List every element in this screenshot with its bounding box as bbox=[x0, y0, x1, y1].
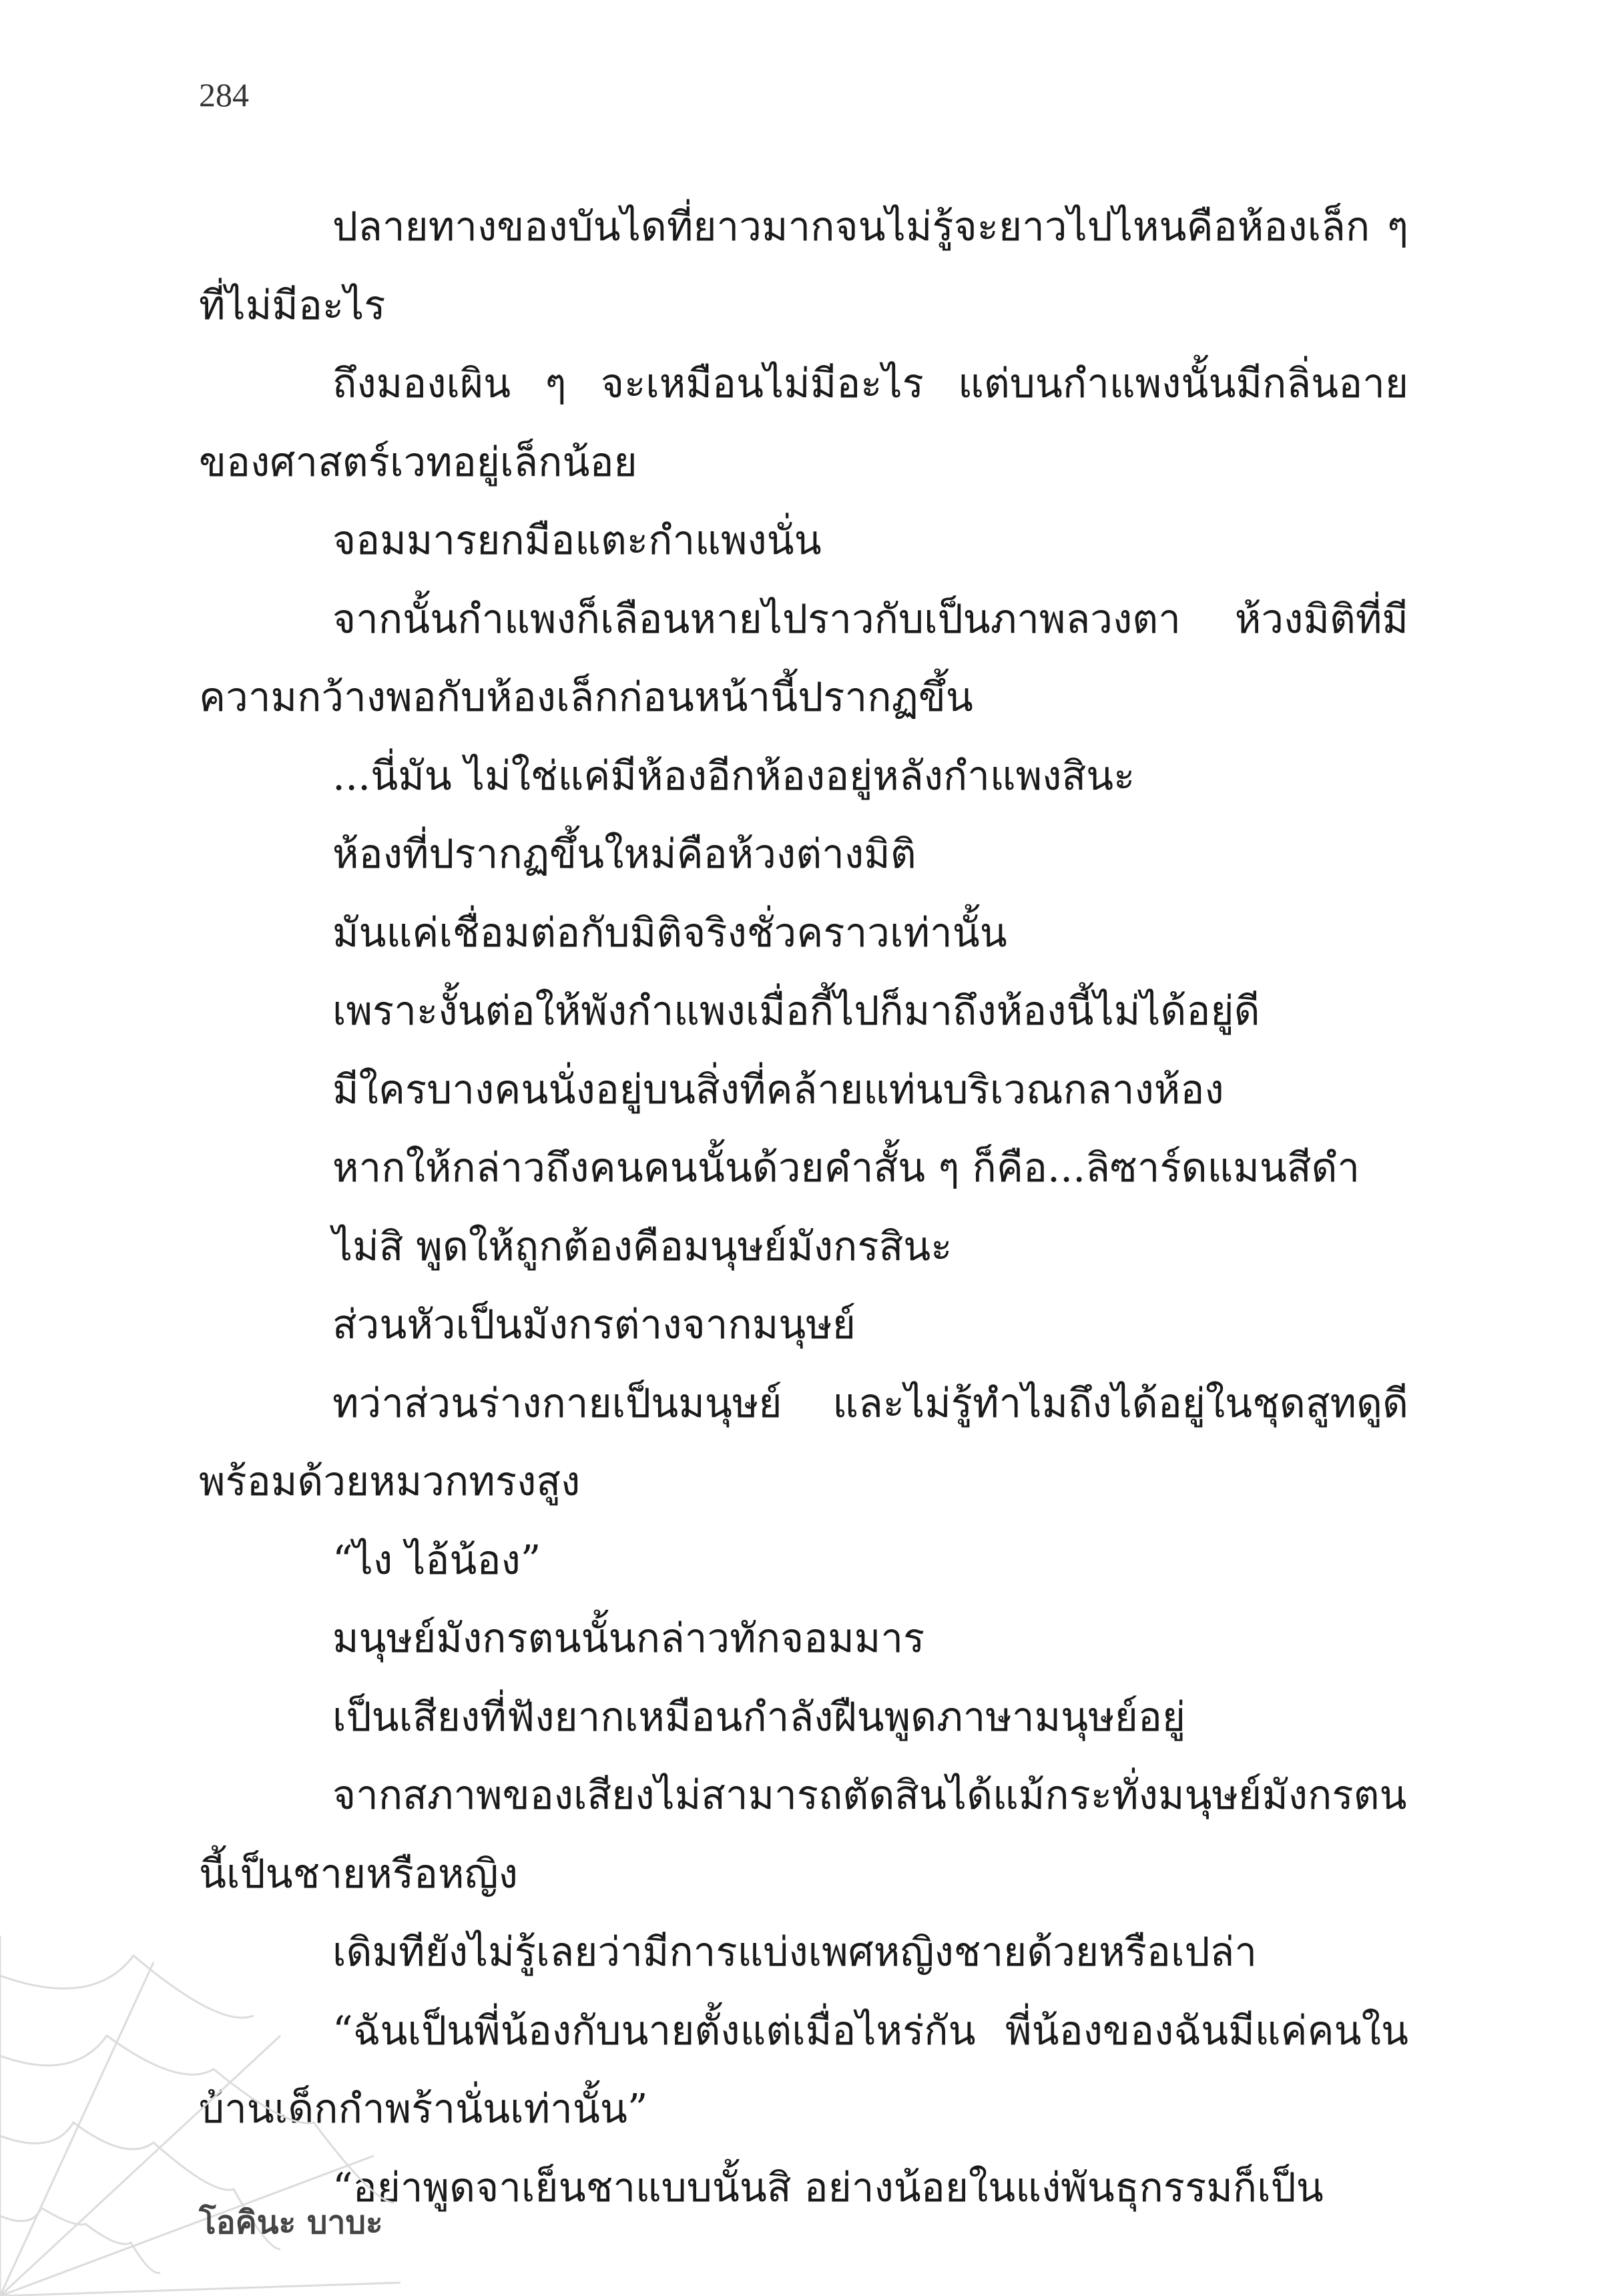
paragraph: มนุษย์มังกรตนนั้นกล่าวทักจอมมาร bbox=[332, 1615, 925, 1662]
paragraph: ...นี่มัน ไม่ใช่แค่มีห้องอีกห้องอยู่หลังกำแพงสินะ bbox=[332, 752, 1135, 800]
paragraph: ส่วนหัวเป็นมังกรต่างจากมนุษย์ bbox=[332, 1302, 856, 1348]
paragraph: ถึงมองเผิน ๆ จะเหมือนไม่มีอะไร แต่บนกำแพงนั้นมีกลิ่นอายของศาสตร์เวทอยู่เล็กน้อย bbox=[199, 360, 1408, 486]
paragraph: จอมมารยกมือแตะกำแพงนั่น bbox=[332, 517, 822, 564]
paragraph: มีใครบางคนนั่งอยู่บนสิ่งที่คล้ายแท่นบริเวณกลางห้อง bbox=[332, 1066, 1224, 1113]
paragraph: เพราะงั้นต่อให้พังกำแพงเมื่อกี้ไปก็มาถึงห้องนี้ไม่ได้อยู่ดี bbox=[332, 988, 1260, 1035]
paragraph: ห้องที่ปรากฏขึ้นใหม่คือห้วงต่างมิติ bbox=[332, 831, 916, 878]
paragraph: หากให้กล่าวถึงคนคนนั้นด้วยคำสั้น ๆ ก็คือ...ลิซาร์ดแมนสีดำ bbox=[332, 1145, 1360, 1191]
author-name: โอคินะ บาบะ bbox=[199, 2204, 383, 2241]
body-text bbox=[199, 188, 1408, 2227]
paragraph: “ฉันเป็นพี่น้องกับนายตั้งแต่เมื่อไหร่กัน พี่น้องของฉันมีแค่คนในบ้านเด็กกำพร้านั่นเท่านั้น” bbox=[199, 2007, 1408, 2132]
paragraph: มันแค่เชื่อมต่อกับมิติจริงชั่วคราวเท่านั้น bbox=[332, 909, 1007, 956]
paragraph: ทว่าส่วนร่างกายเป็นมนุษย์ และไม่รู้ทำไมถึงได้อยู่ในชุดสูทดูดีพร้อมด้วยหมวกทรงสูง bbox=[199, 1380, 1408, 1505]
paragraph: จากสภาพของเสียงไม่สามารถตัดสินได้แม้กระทั่งมนุษย์มังกรตนนี้เป็นชายหรือหญิง bbox=[199, 1772, 1407, 1898]
page-number: 284 bbox=[199, 76, 249, 113]
paragraph: ปลายทางของบันไดที่ยาวมากจนไม่รู้จะยาวไปไหนคือห้องเล็ก ๆ ที่ไม่มีอะไร bbox=[199, 204, 1408, 329]
paragraph: เป็นเสียงที่ฟังยากเหมือนกำลังฝืนพูดภาษามนุษย์อยู่ bbox=[332, 1693, 1186, 1741]
paragraph: จากนั้นกำแพงก็เลือนหายไปราวกับเป็นภาพลวงตา ห้วงมิติที่มีความกว้างพอกับห้องเล็กก่อนหน้านี้ปรากฏขึ้น bbox=[199, 595, 1408, 721]
paragraph: ไม่สิ พูดให้ถูกต้องคือมนุษย์มังกรสินะ bbox=[332, 1223, 953, 1270]
paragraph: “อย่าพูดจาเย็นชาแบบนั้นสิ อย่างน้อยในแง่พันธุกรรมก็เป็น bbox=[332, 2164, 1324, 2211]
paragraph: “ไง ไอ้น้อง” bbox=[332, 1536, 541, 1584]
paragraph: เดิมทียังไม่รู้เลยว่ามีการแบ่งเพศหญิงชายด้วยหรือเปล่า bbox=[332, 1929, 1258, 1976]
